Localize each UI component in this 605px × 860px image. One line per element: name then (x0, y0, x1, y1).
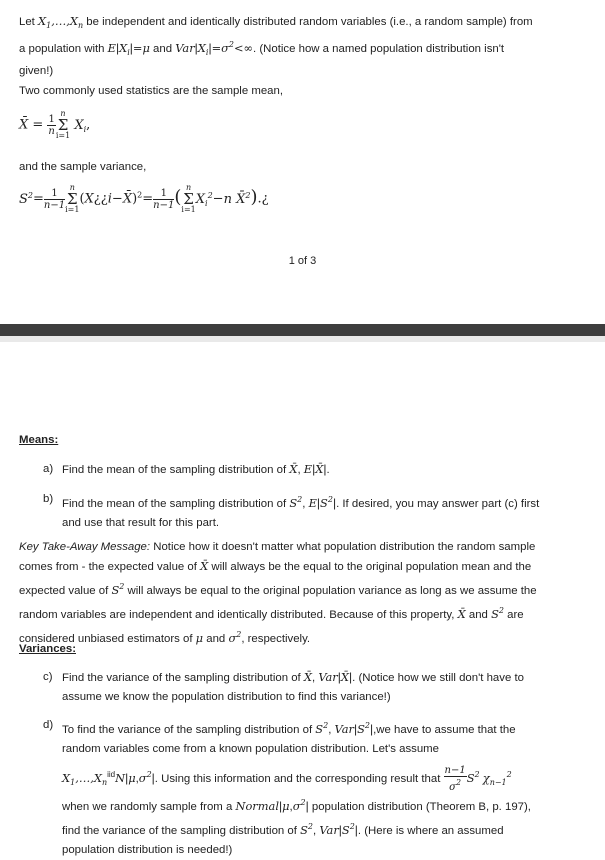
intro-text: a population with (19, 43, 105, 55)
page-separator (0, 324, 605, 336)
variance-intro: and the sample variance, (19, 161, 147, 173)
variances-heading: Variances: (19, 643, 76, 655)
question-a: a) Find the mean of the sampling distribution of X̄, E|X̄|. (43, 462, 330, 476)
sample-mean-formula: X̄ = $\frac{1}{n}$ n Σ i=1 $X_i$, (19, 109, 91, 140)
intro-text: given!) (19, 65, 54, 77)
page-separator-shadow (0, 336, 605, 342)
page-1 (0, 0, 605, 322)
question-d: d) To find the variance of the sampling distribution of $S^2$, $Var|S^2|,we$ have to assume that the random variables come from a known population distribution. Let's assume $X_1,\dots,X_n^{iid}N|\mu,\sigma^2|$. Using this information and the corresponding result that $\frac{n-1}{\sigma^2}$ $S^2$ $\chi_{n-1}^2$ when we randomly sample from a $Normal|\mu,\sigma^2|$ population distribution (Theorem B, p. 197), find the variance of the sampling distribution of $S^2$, $Var|S^2|$. (Here is where an assumed population distribution is needed!) (43, 719, 531, 856)
intro-paragraph: Let $X_1,\dots,X_n$ be independent and identically distributed random variables (i.e., a random sample) from a population with $E|X_i|=\mu$ and $Var|X_i|=\sigma^2<\infty$. (Notice how a named population distribution isn't given!) (19, 14, 533, 77)
means-heading: Means: (19, 434, 59, 446)
stats-intro: Two commonly used statistics are the sample mean, (19, 85, 283, 97)
sample-variance-formula: $S^2=$ $\frac{1}{n-1}$ n Σ i=1(X¿¿i−X̄)$^2$= $\frac{1}{n-1}$ ( n Σ $i=1X_i^2-n$ X̄$^2$).¿ (19, 183, 269, 214)
page-number: 1 of 3 (288, 255, 317, 267)
intro-text: Let (19, 16, 35, 28)
intro-text: and (153, 43, 173, 55)
question-c: c) Find the variance of the sampling distribution of X̄, Var|X̄|. (Notice how we still don't have to assume we know the population distribution to find this variance!) (43, 670, 524, 703)
intro-text: . (Notice how a named population distribution isn't (253, 43, 505, 55)
key-takeaway: Key Take-Away Message: Notice how it doesn't matter what population distribution the random sample comes from - the expected value of X̄ will always be the equal to the original population mean and the expected value of $S^2$ will always be equal to the original population variance as long as we assume the random variables are independent and identically distributed. Because of this property, X̄ and $S^2$ are considered unbiased estimators of μ and $\sigma^2$, respectively. (19, 541, 537, 645)
intro-text: be independent and identically distributed random variables (i.e., a random sample) from (86, 16, 533, 28)
question-b: b) Find the mean of the sampling distribution of $S^2$, $E|S^2|$. If desired, you may answer part (c) first and use that result for this part. (43, 493, 540, 529)
